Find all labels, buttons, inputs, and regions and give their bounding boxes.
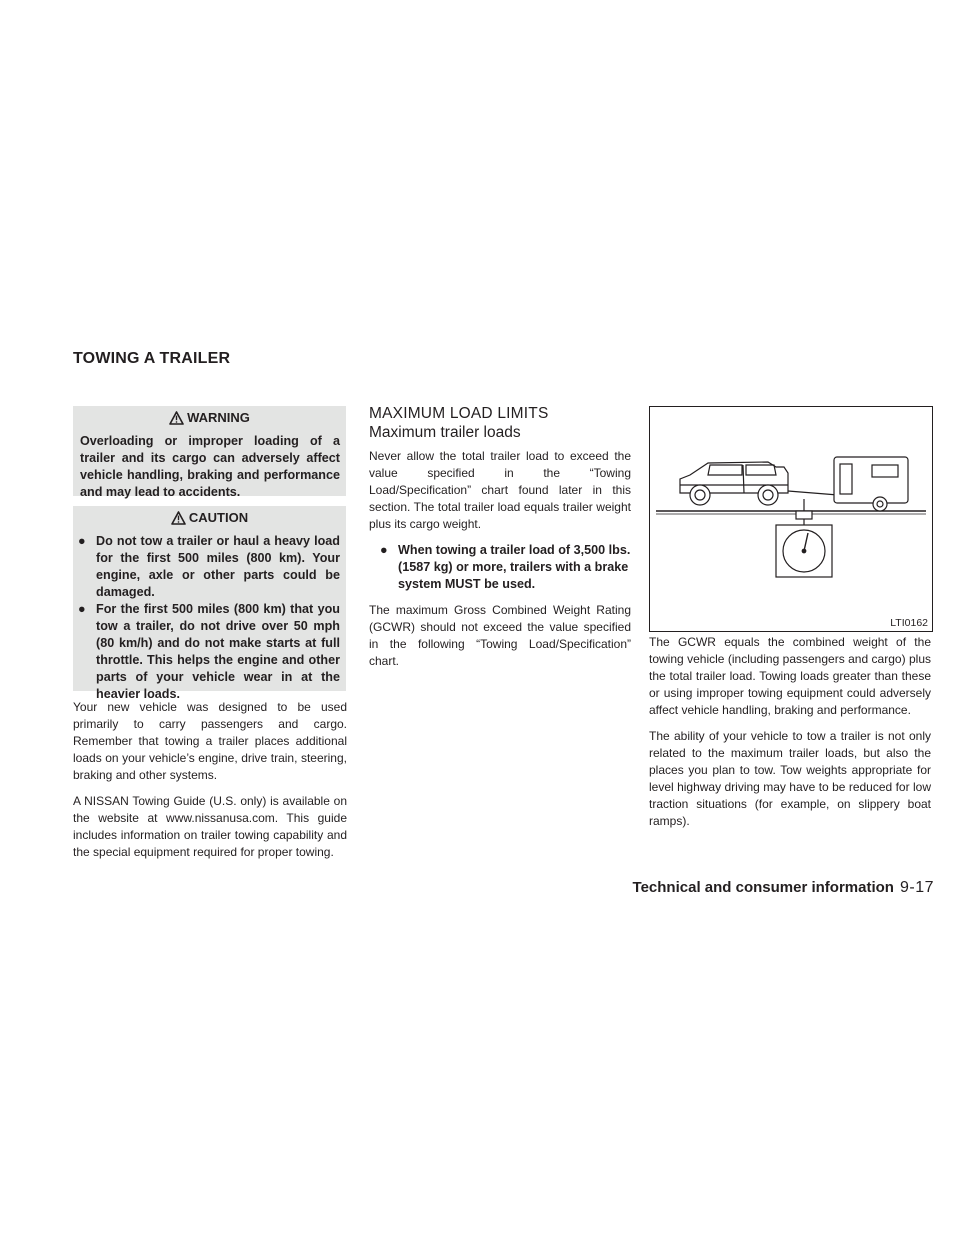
vehicle-trailer-scale-illustration [650,407,932,631]
bullet-icon: ● [78,534,86,548]
left-text [73,699,347,870]
brake-bullet [380,542,631,593]
figure-label: LTI0162 [890,617,928,629]
page-footer [633,879,934,897]
section-title: TOWING A TRAILER [73,350,231,367]
caution-box [73,506,346,701]
right-text [649,634,931,839]
heading-max-load-limits: MAXIMUM LOAD LIMITS [369,405,549,422]
middle-text [369,448,631,679]
caution-item [78,601,340,703]
trailer-icon [834,457,908,511]
paragraph: Your new vehicle was designed to be used primarily to carry passengers and cargo. Remember that towing a trailer places additional loads on your vehicle’s engine, drive train, steering, braking and other systems. [73,700,347,782]
paragraph: The GCWR equals the combined weight of the towing vehicle (including passengers and cargo) plus the total trailer load. Towing loads greater than these or using improper towing equipment could adversely affect vehicle handling, braking and performance. [649,635,931,717]
caution-list [78,533,340,703]
warning-box [73,406,346,499]
bullet-icon: ● [380,543,388,557]
warning-header [73,410,346,425]
paragraph: The maximum Gross Combined Weight Rating (GCWR) should not exceed the value specified in the following “Towing Load/Specification” chart. [369,603,631,668]
paragraph: The ability of your vehicle to tow a trailer is not only related to the maximum trailer loads, but also the places you plan to tow. Tow weights appropriate for level highway driving may have to be reduced for low traction situations (for example, on slippery boat ramps). [649,729,931,828]
caution-label: CAUTION [188,510,249,525]
chapter-title: Technical and consumer information [632,879,894,896]
warning-triangle-icon [169,411,184,425]
towing-figure [649,406,933,632]
paragraph: Never allow the total trailer load to exceed the value specified in the “Towing Load/Specification” chart found later in this section. The total trailer load equals trailer weight plus its cargo weight. [369,449,631,531]
page-number: 9-17 [899,879,934,896]
bullet-icon: ● [78,602,86,616]
warning-text: Overloading or improper loading of a trailer and its cargo can adversely affect vehicle handling, braking and performance and may lead to accidents. [80,434,340,499]
paragraph: A NISSAN Towing Guide (U.S. only) is available on the website at www.nissanusa.com. This guide includes information on trailer towing capability and the special equipment required for proper towing. [73,794,347,859]
caution-triangle-icon [171,511,186,525]
caution-item-text: Do not tow a trailer or haul a heavy load for the first 500 miles (800 km). Your engine, axle or other parts could be damaged. [96,534,340,599]
suv-icon [680,462,838,505]
caution-header [73,510,346,525]
subheading-max-trailer-loads: Maximum trailer loads [369,424,521,441]
brake-bullet-text: When towing a trailer load of 3,500 lbs. (1587 kg) or more, trailers with a brake system MUST be used. [398,543,631,591]
caution-item-text: For the first 500 miles (800 km) that you tow a trailer, do not drive over 50 mph (80 km/h) and do not make starts at full throttle. This helps the engine and other parts of your vehicle wear in at the heavier loads. [96,602,340,701]
caution-item [78,533,340,601]
warning-label: WARNING [187,410,250,425]
